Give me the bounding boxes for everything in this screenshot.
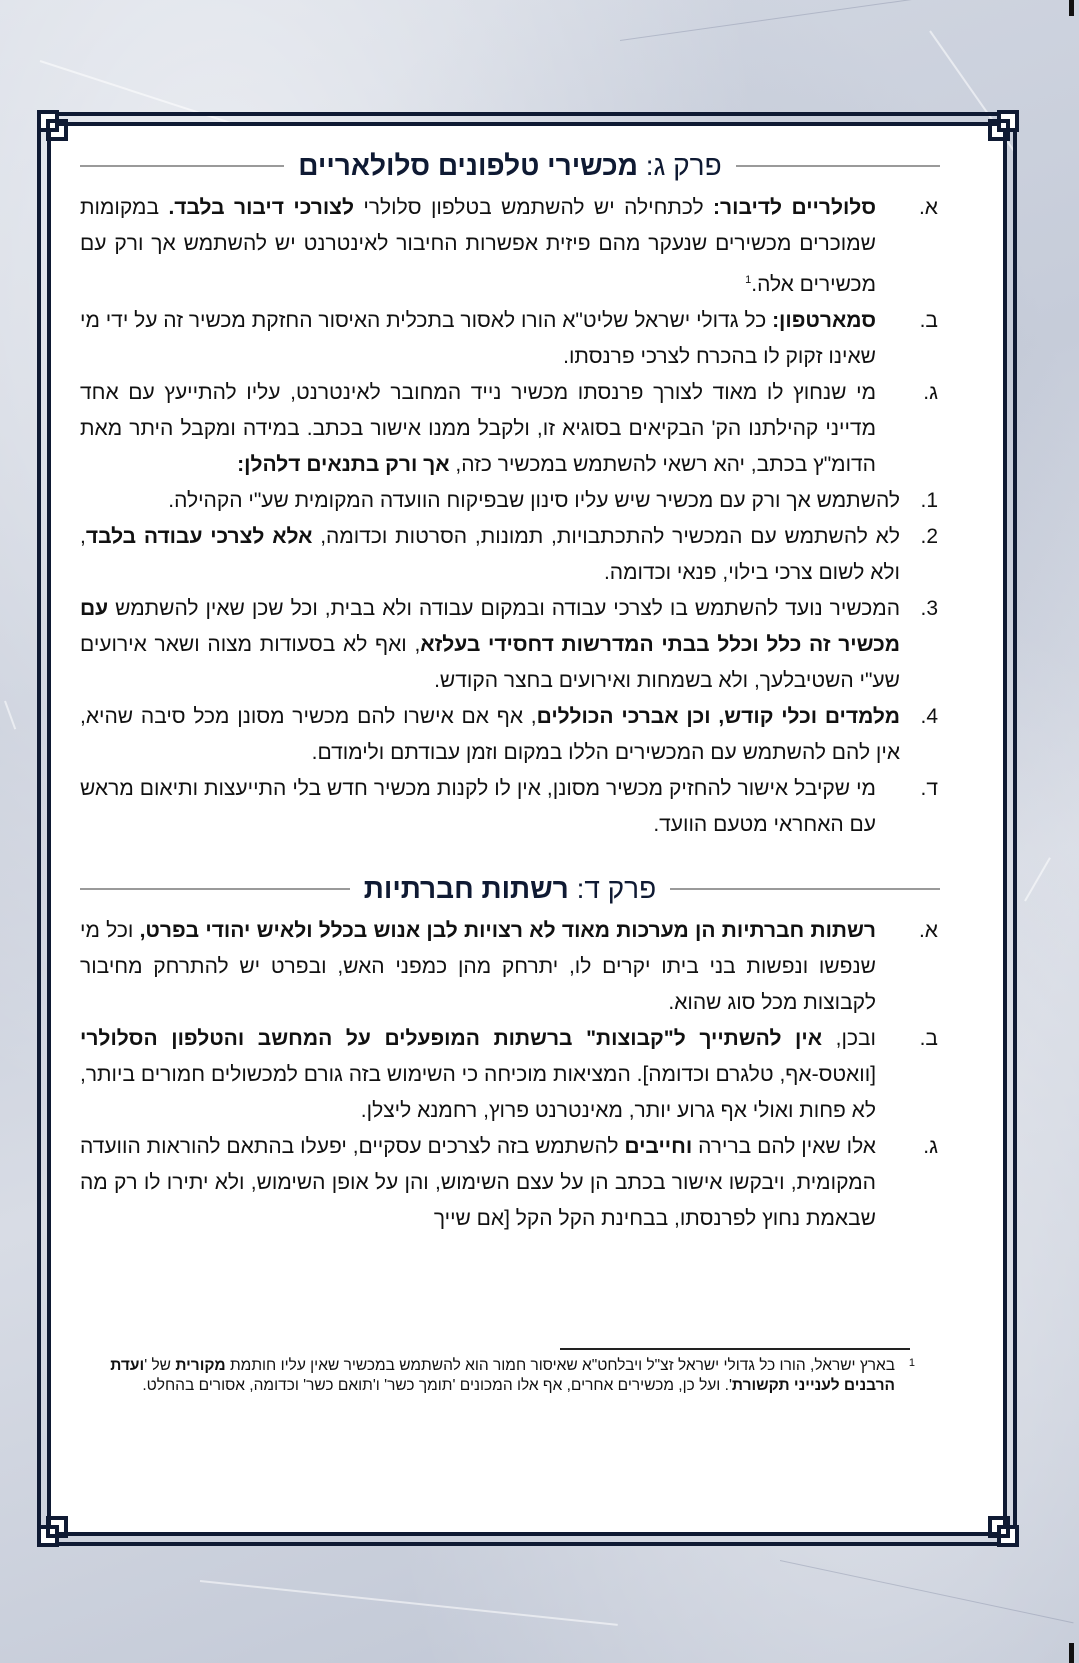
sub-list-item [80,519,938,591]
text-run: וחייבים [624,1135,693,1158]
text-run: וכל מי שנפשו ונפשות בני ביתו יקרים לו, יתרחק מהן כמפני האש, ובפרט יש להתרחק מחיבור לקבוצות מכל סוג שהוא. [80,919,876,1014]
edge-mark [1069,0,1074,16]
text-run: אך ורק בתנאים דלהלן: [237,453,450,476]
text-run: במקומות שמוכרים מכשירים שנעקר מהם פיזית אפשרות החיבור לאינטרנט יש להשתמש אך ורק עם מכשירים אלה. [80,196,876,296]
list-marker: ב. [919,1027,938,1050]
sub-list-text [80,519,900,591]
list-item [80,190,940,303]
text-run: מלמדים וכלי קודש, וכן אברכי הכוללים [536,705,900,728]
text-run: אלו שאין להם ברירה [692,1135,876,1158]
sub-list-item [80,591,938,699]
text-run: של ' [144,1357,176,1374]
text-run: , אף אם אישרו להם מכשיר מסונן מכל סיבה שהיא, אין להם להשתמש עם המכשירים הללו במקום וזמן עבודתם ולימודם. [80,705,900,764]
chapter-d-prefix: פרק ד: [576,873,657,904]
list-item-text [80,303,876,375]
chapter-g-title [298,150,721,182]
footnote-reference[interactable]: 1 [745,274,752,286]
list-item [80,771,940,843]
list-marker: ג. [923,1135,938,1158]
sub-list-number: 2. [920,525,938,548]
list-marker: א. [918,196,938,219]
heading-rule [80,888,350,890]
sub-list-text [80,483,900,519]
footnote-separator [560,1348,910,1350]
marble-vein [780,1560,1074,1623]
list-marker: ד. [920,777,938,800]
list-item [80,1129,940,1237]
marble-vein [200,1580,618,1626]
marble-vein [4,701,16,730]
sub-list-number: 1. [920,489,938,512]
corner-ornament-bottom-right [988,1516,1020,1548]
corner-ornament-top-left [37,110,69,142]
chapter-d-heading [80,873,940,905]
text-run: לא להשתמש עם המכשיר להתכתבויות, תמונות, הסרטות וכדומה, [312,525,900,548]
heading-rule [80,165,284,167]
text-run: עם מכשיר זה כלל וכלל בבתי המדרשות דחסידי בעלזא [80,597,900,656]
sub-list-item [80,483,938,519]
list-item [80,375,940,771]
corner-ornament-bottom-left [37,1516,69,1548]
text-run: כל גדולי ישראל שליט"א הורו לאסור בתכלית האיסור החזקת מכשיר זה על ידי מי שאינו זקוק לו בהכרח לצרכי פרנסתו. [80,309,876,368]
text-run: ועדת הרבנים לענייני תקשורת [110,1357,895,1394]
list-marker: ב. [919,309,938,332]
chapter-d-items [80,913,940,1237]
list-item [80,1021,940,1129]
text-run: '. ועל כן, מכשירים אחרים, אף אלו המכונים 'תומך כשר' ו'תואם כשר' וכדומה, אסורים בהחלט. [142,1377,732,1394]
list-item [80,913,940,1021]
sub-list-number: 3. [920,597,938,620]
sub-list-item [80,699,938,771]
chapter-g-title-text: מכשירי טלפונים סלולאריים [298,150,638,181]
chapter-g-heading [80,150,940,182]
edge-mark [1069,1643,1074,1663]
sub-list-number: 4. [920,705,938,728]
text-run: , ולא לשום צרכי בילוי, פנאי וכדומה. [80,525,900,584]
list-marker: א. [918,919,938,942]
text-run: אלא לצרכי עבודה בלבד [85,525,313,548]
chapter-d-title-text: רשתות חברתיות [363,873,569,904]
text-run: , ואף לא בסעודות מצוה ושאר אירועים שע"י השטיבלעך, ולא בשמחות ואירועים בחצר הקודש. [80,633,900,692]
document-page [80,150,940,1237]
text-run: לכתחילה יש להשתמש בטלפון סלולרי [353,196,714,219]
text-run: מי שנחוץ לו מאוד לצורך פרנסתו מכשיר נייד המחובר לאינטרנט, עליו להתייעץ עם אחד מדייני קהילתנו הק' הבקיאים בסוגיא זו, ולקבל ממנו אישור בכתב. במידה ומקבל היתר מאת הדומ"ץ בכתב, יהא רשאי להשתמש במכשיר כזה, [80,381,876,476]
heading-rule [736,165,940,167]
list-item [80,303,940,375]
text-run: רשתות חברתיות הן מערכות מאוד לא רצויות לבן אנוש בכלל ולאיש יהודי בפרט, [139,919,877,942]
sub-list-text [80,591,900,699]
text-run: ובכן, [822,1027,876,1050]
list-item-text [80,913,876,1021]
list-item-text [80,1129,876,1237]
text-run: מי שקיבל אישור להחזיק מכשיר מסונן, אין לו לקנות מכשיר חדש בלי התייעצות ותיאום מראש עם האחראי מטעם הוועד. [80,777,876,836]
text-run: להשתמש אך ורק עם מכשיר שיש עליו סינון שבפיקוח הוועדה המקומית שע"י הקהילה. [168,489,900,512]
text-run: להשתמש בזה לצרכים עסקיים, יפעלו בהתאם להוראות הוועדה המקומית, ויבקשו אישור בכתב הן על עצם השימוש, והן על אופן השימוש, ולא יתירו לו רק מה שבאמת נחוץ לפרנסתו, בבחינת הקל הקל [אם שייך [80,1135,876,1230]
sub-list-text [80,699,900,771]
chapter-d-title [364,873,656,905]
text-run: המכשיר נועד להשתמש בו לצרכי עבודה ובמקום עבודה ולא בבית, וכל שכן שאין להשתמש [108,597,900,620]
marble-vein [1024,857,1051,901]
text-run: אין להשתייך ל"קבוצות" ברשתות המופעלים על המחשב והטלפון הסלולרי [80,1027,823,1050]
text-run: סמארטפון: [772,309,876,332]
text-run: לצורכי דיבור בלבד. [168,196,354,219]
list-item-text [80,190,876,303]
list-item-text [80,1021,876,1129]
text-run: [וואטס-אף, טלגרם וכדומה]. המציאות מוכיחה כי השימוש בזה גורם למכשולים חמורים ביותר, לא פחות ואולי אף גרוע יותר, מאינטרנט פרוץ, רחמנא ליצלן. [80,1063,876,1122]
footnote-number: 1 [908,1357,915,1369]
footnote [70,1356,915,1396]
chapter-g-prefix: פרק ג: [645,150,722,181]
list-item-text [80,771,876,843]
text-run: בארץ ישראל, הורו כל גדולי ישראל זצ"ל ויבלחט"א שאיסור חמור הוא להשתמש במכשיר שאין עליו חותמת [225,1357,895,1374]
corner-ornament-top-right [988,110,1020,142]
text-run: מקורית [175,1357,226,1374]
text-run: סלולריים לדיבור: [713,196,876,219]
marble-vein [620,0,917,41]
footnote-text [70,1356,895,1396]
list-item-text [80,375,938,771]
list-marker: ג. [923,381,938,404]
heading-rule [670,888,940,890]
chapter-g-items [80,190,940,843]
